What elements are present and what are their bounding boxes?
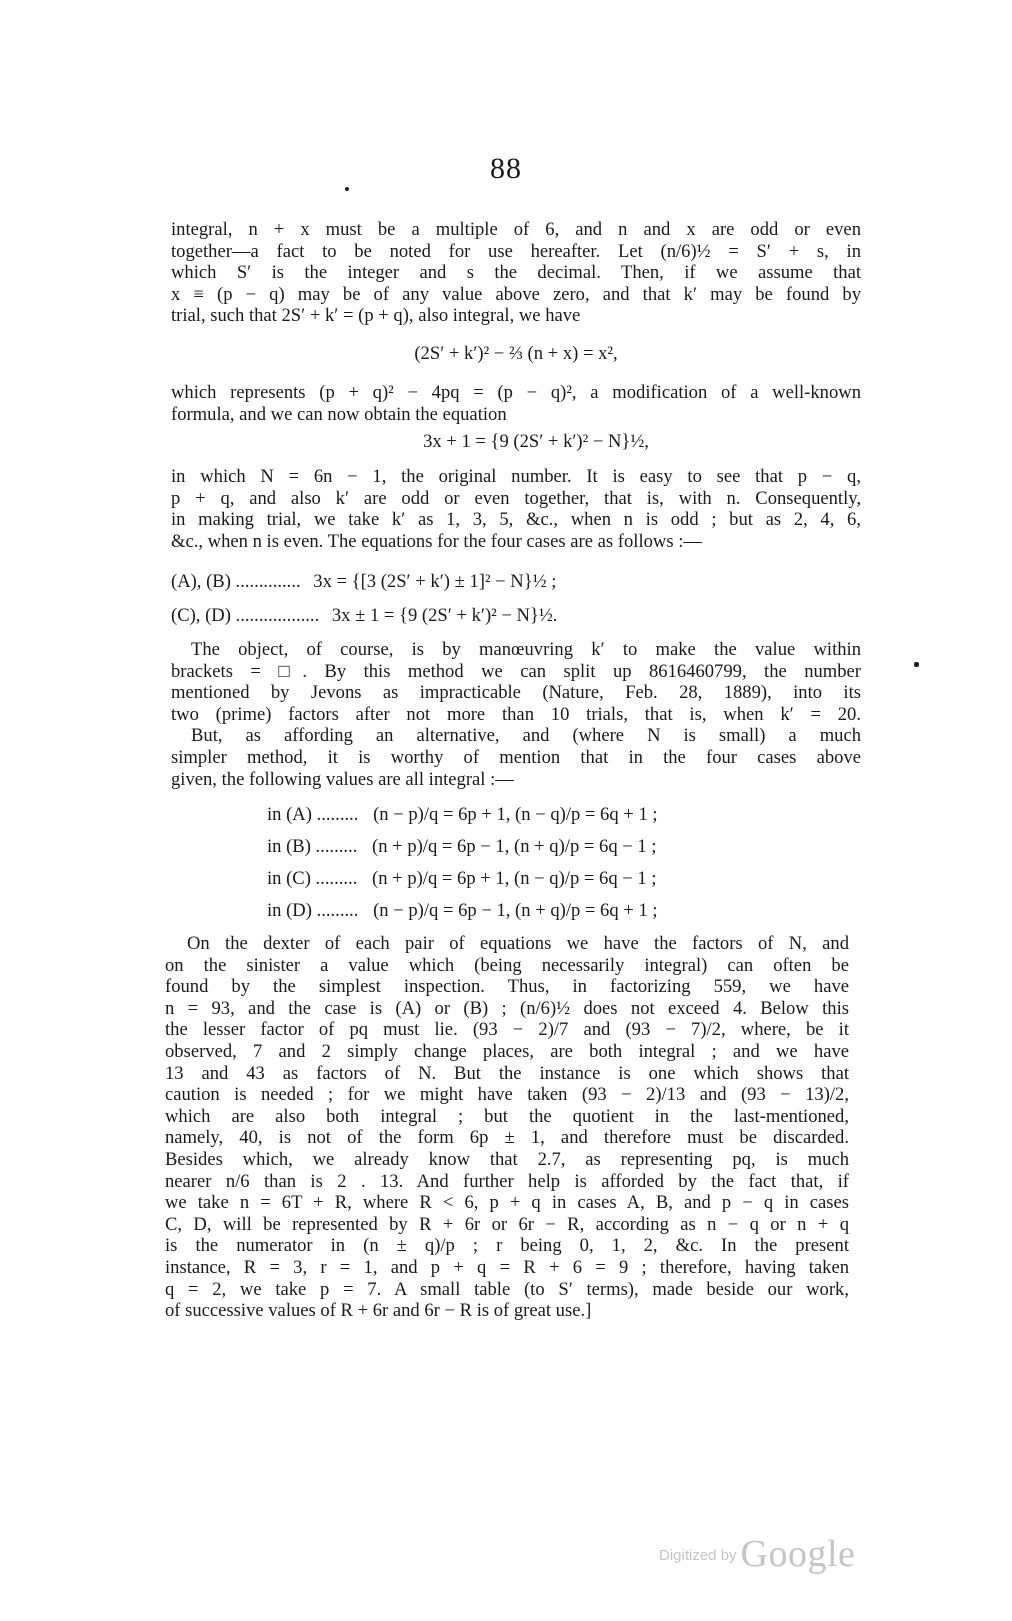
text-line: in making trial, we take k′ as 1, 3, 5, &c., when n is odd ; but as 2, 4, 6, bbox=[171, 509, 861, 531]
text-line: the lesser factor of pq must lie. (93 − 2)/7 and (93 − 7)/2, where, be it bbox=[165, 1019, 849, 1041]
text-line: nearer n/6 than is 2 . 13. And further help is afforded by the fact that, if bbox=[165, 1170, 849, 1192]
case-formula: (n + p)/q = 6p + 1, (n − q)/p = 6q − 1 ; bbox=[372, 868, 657, 889]
case-label: in (D) ......... bbox=[267, 900, 359, 921]
text-line: simpler method, it is worthy of mention that in the four cases above bbox=[171, 746, 861, 768]
text-line: in which N = 6n − 1, the original number. It is easy to see that p − q, bbox=[171, 466, 861, 487]
text-line: given, the following values are all integral :— bbox=[171, 768, 514, 790]
case-label: in (C) ......... bbox=[267, 868, 358, 889]
paragraph-5 bbox=[165, 933, 849, 1322]
case-label: in (B) ......... bbox=[267, 836, 358, 857]
text-line: is the numerator in (n ± q)/p ; r being 0, 1, 2, &c. In the present bbox=[165, 1235, 849, 1257]
case-equation-row bbox=[171, 565, 861, 599]
text-line: caution is needed ; for we might have taken (93 − 2)/13 and (93 − 13)/2, bbox=[165, 1084, 849, 1106]
text-line: But, as affording an alternative, and (where N is small) a much bbox=[191, 725, 861, 747]
text-line: brackets = □. By this method we can split up 8616460799, the number bbox=[171, 660, 861, 682]
equation-text: (2S′ + k′)² − ⅔ (n + x) = x², bbox=[414, 343, 618, 364]
text-line: The object, of course, is by manœuvring k′ to make the value within bbox=[191, 639, 861, 660]
case-label: (A), (B) .............. bbox=[171, 571, 301, 592]
text-line: instance, R = 3, r = 1, and p + q = R + 6 = 9 ; therefore, having taken bbox=[165, 1256, 849, 1278]
equation-2 bbox=[171, 430, 861, 454]
paragraph-4 bbox=[171, 639, 861, 790]
case-formula: 3x = {[3 (2S′ + k′) ± 1]² − N}½ ; bbox=[313, 571, 557, 592]
text-line: we take n = 6T + R, where R < 6, p + q in cases A, B, and p − q in cases bbox=[165, 1192, 849, 1214]
equation-1 bbox=[171, 342, 861, 366]
case-equation-row bbox=[171, 599, 861, 633]
case-formula: (n + p)/q = 6p − 1, (n + q)/p = 6q − 1 ; bbox=[372, 836, 657, 857]
case-formula: (n − p)/q = 6p + 1, (n − q)/p = 6q + 1 ; bbox=[373, 804, 658, 825]
case-formula: 3x ± 1 = {9 (2S′ + k′)² − N}½. bbox=[331, 605, 558, 626]
text-line: found by the simplest inspection. Thus, in factorizing 559, we have bbox=[165, 976, 849, 998]
text-line: formula, and we can now obtain the equation bbox=[171, 403, 507, 425]
integral-values-table bbox=[267, 799, 787, 927]
text-line: namely, 40, is not of the form 6p ± 1, and therefore must be discarded. bbox=[165, 1127, 849, 1149]
text-line: p + q, and also k′ are odd or even together, that is, with n. Consequently, bbox=[171, 487, 861, 509]
case-formula: (n − p)/q = 6p − 1, (n + q)/p = 6q + 1 ; bbox=[373, 900, 658, 921]
text-line: of successive values of R + 6r and 6r − R is of great use.] bbox=[165, 1300, 592, 1322]
text-line: 13 and 43 as factors of N. But the instance is one which shows that bbox=[165, 1062, 849, 1084]
table-row bbox=[267, 895, 787, 927]
text-line: trial, such that 2S′ + k′ = (p + q), also integral, we have bbox=[171, 305, 581, 327]
text-line: x ≡ (p − q) may be of any value above zero, and that k′ may be found by bbox=[171, 283, 861, 305]
text-line: which represents (p + q)² − 4pq = (p − q)², a modification of a well-known bbox=[171, 382, 861, 403]
equation-text: 3x + 1 = {9 (2S′ + k′)² − N}½, bbox=[423, 431, 649, 452]
table-row bbox=[267, 863, 787, 895]
table-row bbox=[267, 799, 787, 831]
text-line: together—a fact to be noted for use hereafter. Let (n/6)½ = S′ + s, in bbox=[171, 240, 861, 262]
google-logo-text: Google bbox=[740, 1533, 856, 1575]
watermark-prefix: Digitized by bbox=[659, 1547, 737, 1564]
table-row bbox=[267, 831, 787, 863]
text-line: q = 2, we take p = 7. A small table (to S′ terms), made beside our work, bbox=[165, 1278, 849, 1300]
text-line: observed, 7 and 2 simply change places, are both integral ; and we have bbox=[165, 1040, 849, 1062]
cases-equations bbox=[171, 565, 861, 633]
text-line: &c., when n is even. The equations for the four cases are as follows :— bbox=[171, 530, 702, 552]
text-line: mentioned by Jevons as impracticable (Nature, Feb. 28, 1889), into its bbox=[171, 682, 861, 704]
speck-mark bbox=[345, 187, 349, 191]
case-label: in (A) ......... bbox=[267, 804, 359, 825]
paragraph-3 bbox=[171, 466, 861, 552]
text-line: which S′ is the integer and s the decimal. Then, if we assume that bbox=[171, 262, 861, 284]
text-line: on the sinister a value which (being necessarily integral) can often be bbox=[165, 954, 849, 976]
digitized-by-google-watermark bbox=[659, 1532, 855, 1576]
text-line: integral, n + x must be a multiple of 6, and n and x are odd or even bbox=[171, 219, 861, 240]
text-line: On the dexter of each pair of equations we have the factors of N, and bbox=[187, 933, 849, 954]
paragraph-2 bbox=[171, 382, 861, 425]
text-line: C, D, will be represented by R + 6r or 6r − R, according as n − q or n + q bbox=[165, 1213, 849, 1235]
text-line: n = 93, and the case is (A) or (B) ; (n/6)½ does not exceed 4. Below this bbox=[165, 997, 849, 1019]
paragraph-1 bbox=[171, 219, 861, 327]
page-number: 88 bbox=[490, 152, 522, 185]
speck-mark bbox=[914, 662, 919, 667]
text-line: which are also both integral ; but the quotient in the last-mentioned, bbox=[165, 1105, 849, 1127]
text-line: two (prime) factors after not more than 10 trials, that is, when k′ = 20. bbox=[171, 703, 861, 725]
text-line: Besides which, we already know that 2.7, as representing pq, is much bbox=[165, 1148, 849, 1170]
case-label: (C), (D) .................. bbox=[171, 605, 320, 626]
